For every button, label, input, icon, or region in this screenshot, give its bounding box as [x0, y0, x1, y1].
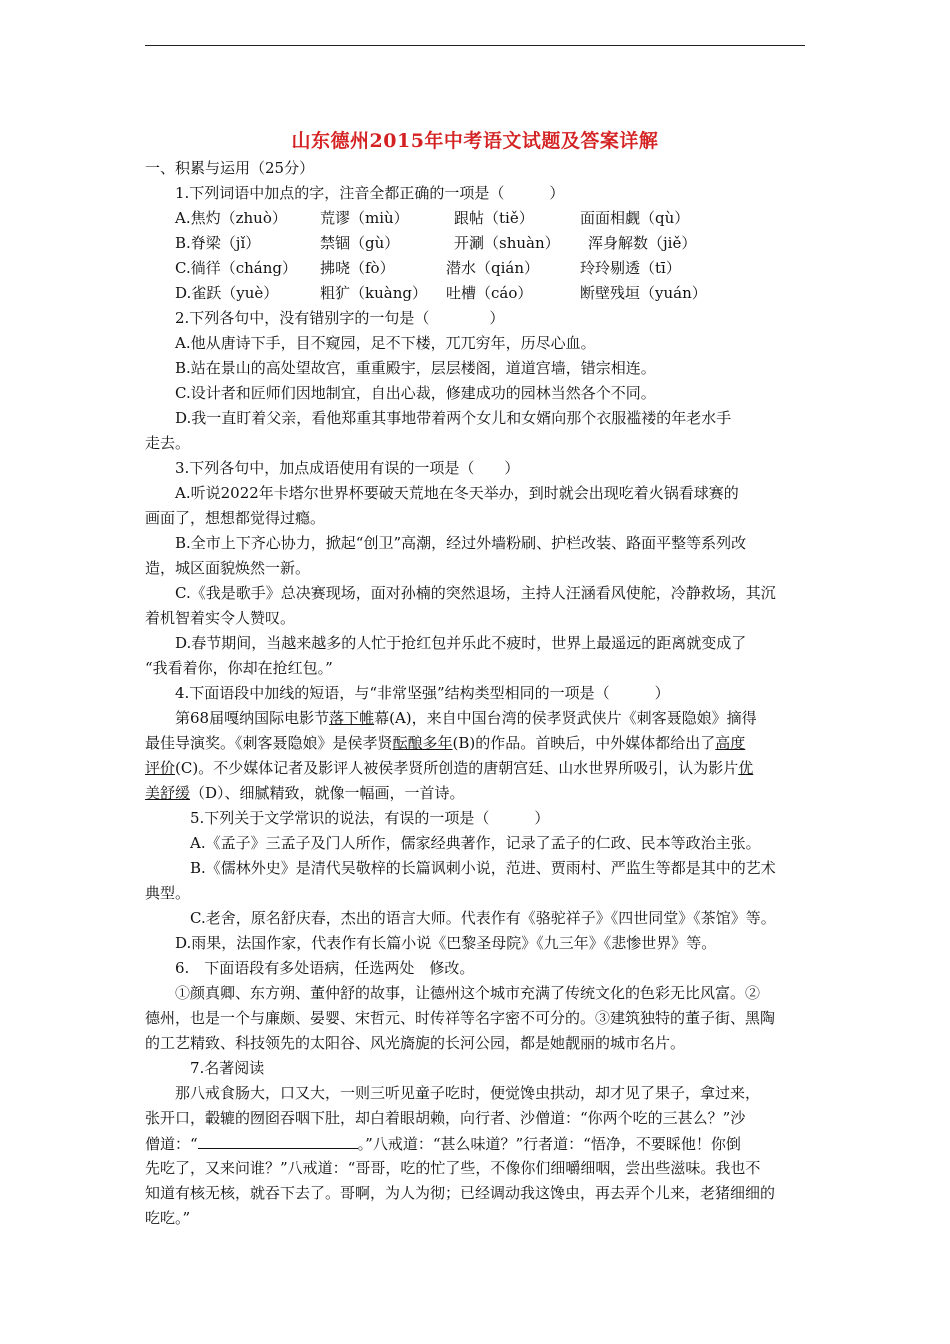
q4-underlined-b: 酝酿多年	[392, 734, 453, 752]
q4-passage-line4	[145, 784, 465, 802]
q3-option-b-line2: 造，城区面貌焕然一新。	[145, 559, 311, 577]
q6-stem: 6. 下面语段有多处语病，任选两处 修改。	[175, 959, 475, 977]
answer-blank[interactable]	[198, 1134, 358, 1149]
q1-row-c-3: 潜水（qián）	[446, 259, 540, 277]
q6-passage-line3: 的工艺精致、科技领先的太阳谷、风光旖旎的长河公园，都是她靓丽的城市名片。	[145, 1034, 686, 1052]
q7-passage-line2: 张开口，轂辘的囫囵吞咽下肚，却白着眼胡赖，向行者、沙僧道：“你两个吃的三甚么？”沙	[145, 1109, 746, 1127]
page-title: 山东德州2015年中考语文试题及答案详解	[291, 130, 659, 152]
q1-row-a-2: 荒谬（miù）	[320, 209, 409, 227]
q4-underlined-d-part1: 优	[738, 759, 754, 777]
q5-stem: 5.下列关于文学常识的说法，有误的一项是（ ）	[190, 809, 550, 827]
q7-text: 。”八戒道：“甚么味道？”行者道：“悟净，不要睬他！你倒	[357, 1135, 741, 1153]
q7-passage-line1: 那八戒食肠大，口又大，一则三听见童子吃时，便觉馋虫拱动，却才见了果子，拿过来，	[175, 1084, 761, 1102]
q4-text: (B)的作品。首映后，中外媒体都给出了	[452, 734, 716, 752]
q1-stem: 1.下列词语中加点的字，注音全都正确的一项是（ ）	[175, 184, 565, 202]
q7-text: 僧道：“	[145, 1135, 198, 1153]
q4-passage-line2	[145, 734, 745, 752]
q4-stem: 4.下面语段中加线的短语，与“非常坚强”结构类型相同的一项是（ ）	[175, 684, 670, 702]
q2-option-c: C.设计者和匠师们因地制宜，自出心裁，修建成功的园林当然各个不同。	[175, 384, 656, 402]
header-rule	[145, 45, 805, 46]
q1-row-d-3: 吐槽（cáo）	[446, 284, 533, 302]
q3-option-d-line1: D.春节期间，当越来越多的人忙于抢红包并乐此不疲时，世界上最遥远的距离就变成了	[175, 634, 747, 652]
q4-passage-line3	[145, 759, 753, 777]
q3-option-d-line2: “我看着你，你却在抢红包。”	[145, 659, 333, 677]
q2-option-a: A.他从唐诗下手，目不窥园，足不下楼，兀兀穷年，历尽心血。	[175, 334, 596, 352]
q7-passage-line6: 吃吃。”	[145, 1209, 191, 1227]
q4-underlined-c-part2: 评价	[145, 759, 176, 777]
q4-underlined-d-part2: 美舒缓	[145, 784, 191, 802]
q3-option-b-line1: B.全市上下齐心协力，掀起“创卫”高潮，经过外墙粉刷、护栏改装、路面平整等系列改	[175, 534, 747, 552]
q5-option-d: D.雨果，法国作家，代表作有长篇小说《巴黎圣母院》《九三年》《悲惨世界》等。	[175, 934, 717, 952]
q4-text: 幕(A)，来自中国台湾的侯孝贤武侠片《刺客聂隐娘》摘得	[374, 709, 757, 727]
q1-row-b-1: B.脊梁（jǐ）	[175, 234, 261, 252]
q3-option-a-line1: A.听说2022年卡塔尔世界杯要破天荒地在冬天举办，到时就会出现吃着火锅看球赛的	[175, 484, 739, 502]
q1-row-b-2: 禁锢（gù）	[320, 234, 400, 252]
q1-row-d-2: 粗犷（kuàng）	[320, 284, 427, 302]
q3-option-c-line2: 着机智着实令人赞叹。	[145, 609, 296, 627]
q1-row-d-4: 断壁残垣（yuán）	[580, 284, 707, 302]
q7-passage-line5: 知道有核无核，就吞下去了。哥啊，为人为彻；已经调动我这馋虫，再去弄个儿来，老猪细细的	[145, 1184, 776, 1202]
q7-passage-line4: 先吃了，又来问谁？”八戒道：“哥哥，吃的忙了些，不像你们细嚼细咽，尝出些滋味。我也不	[145, 1159, 761, 1177]
q5-option-c: C.老舍，原名舒庆春，杰出的语言大师。代表作有《骆驼祥子》《四世同堂》《茶馆》等。	[190, 909, 776, 927]
q1-row-a-3: 跟帖（tiě）	[454, 209, 534, 227]
q4-text: 第68届嘎纳国际电影节	[175, 709, 330, 727]
q1-row-b-3: 开涮（shuàn）	[454, 234, 560, 252]
q2-option-b: B.站在景山的高处望故宫，重重殿宇，层层楼阁，道道宫墙，错宗相连。	[175, 359, 656, 377]
q1-row-a-1: A.焦灼（zhuò）	[175, 209, 287, 227]
q1-row-b-4: 浑身解数（jiě）	[588, 234, 697, 252]
q3-option-c-line1: C.《我是歌手》总决赛现场，面对孙楠的突然退场，主持人汪涵看风使舵，冷静救场，其沉	[175, 584, 776, 602]
q5-option-a: A.《孟子》三孟子及门人所作，儒家经典著作，记录了孟子的仁政、民本等政治主张。	[190, 834, 761, 852]
q1-row-c-1: C.徜徉（cháng）	[175, 259, 297, 277]
q3-option-a-line2: 画面了，想想都觉得过瘾。	[145, 509, 326, 527]
section-heading: 一、积累与运用（25分）	[145, 159, 315, 177]
q2-option-d-line2: 走去。	[145, 434, 191, 452]
q5-option-b-line2: 典型。	[145, 884, 191, 902]
q1-row-a-4: 面面相觑（qù）	[580, 209, 690, 227]
q4-text: （D）、细腻精致，就像一幅画，一首诗。	[190, 784, 465, 802]
q4-text: (C)。不少媒体记者及影评人被侯孝贤所创造的唐朝宫廷、山水世界所吸引，认为影片	[175, 759, 739, 777]
q2-stem: 2.下列各句中，没有错别字的一句是（ ）	[175, 309, 505, 327]
q7-passage-line3	[145, 1134, 741, 1153]
q2-option-d-line1: D.我一直盯着父亲，看他郑重其事地带着两个女儿和女婿向那个衣服褴褛的年老水手	[175, 409, 732, 427]
q1-row-c-4: 玲玲剔透（tī）	[580, 259, 681, 277]
q6-passage-line2: 德州，也是一个与廉颇、晏婴、宋哲元、时传祥等名字密不可分的。③建筑独特的董子街、黑陶	[145, 1009, 776, 1027]
q5-option-b-line1: B.《儒林外史》是清代吴敬梓的长篇讽刺小说，范进、贾雨村、严监生等都是其中的艺术	[190, 859, 776, 877]
q4-text: 最佳导演奖。《刺客聂隐娘》是侯孝贤	[145, 734, 393, 752]
q3-stem: 3.下列各句中，加点成语使用有误的一项是（ ）	[175, 459, 520, 477]
q6-passage-line1: ①颜真卿、东方朔、董仲舒的故事，让德州这个城市充满了传统文化的色彩无比风富。②	[175, 984, 761, 1002]
q4-passage-line1	[175, 709, 757, 727]
q4-underlined-a: 落下帷	[329, 709, 375, 727]
q7-stem: 7.名著阅读	[190, 1059, 265, 1077]
q1-row-c-2: 拂哓（fò）	[320, 259, 395, 277]
q1-row-d-1: D.雀跃（yuè）	[175, 284, 279, 302]
q4-underlined-c-part1: 高度	[715, 734, 746, 752]
